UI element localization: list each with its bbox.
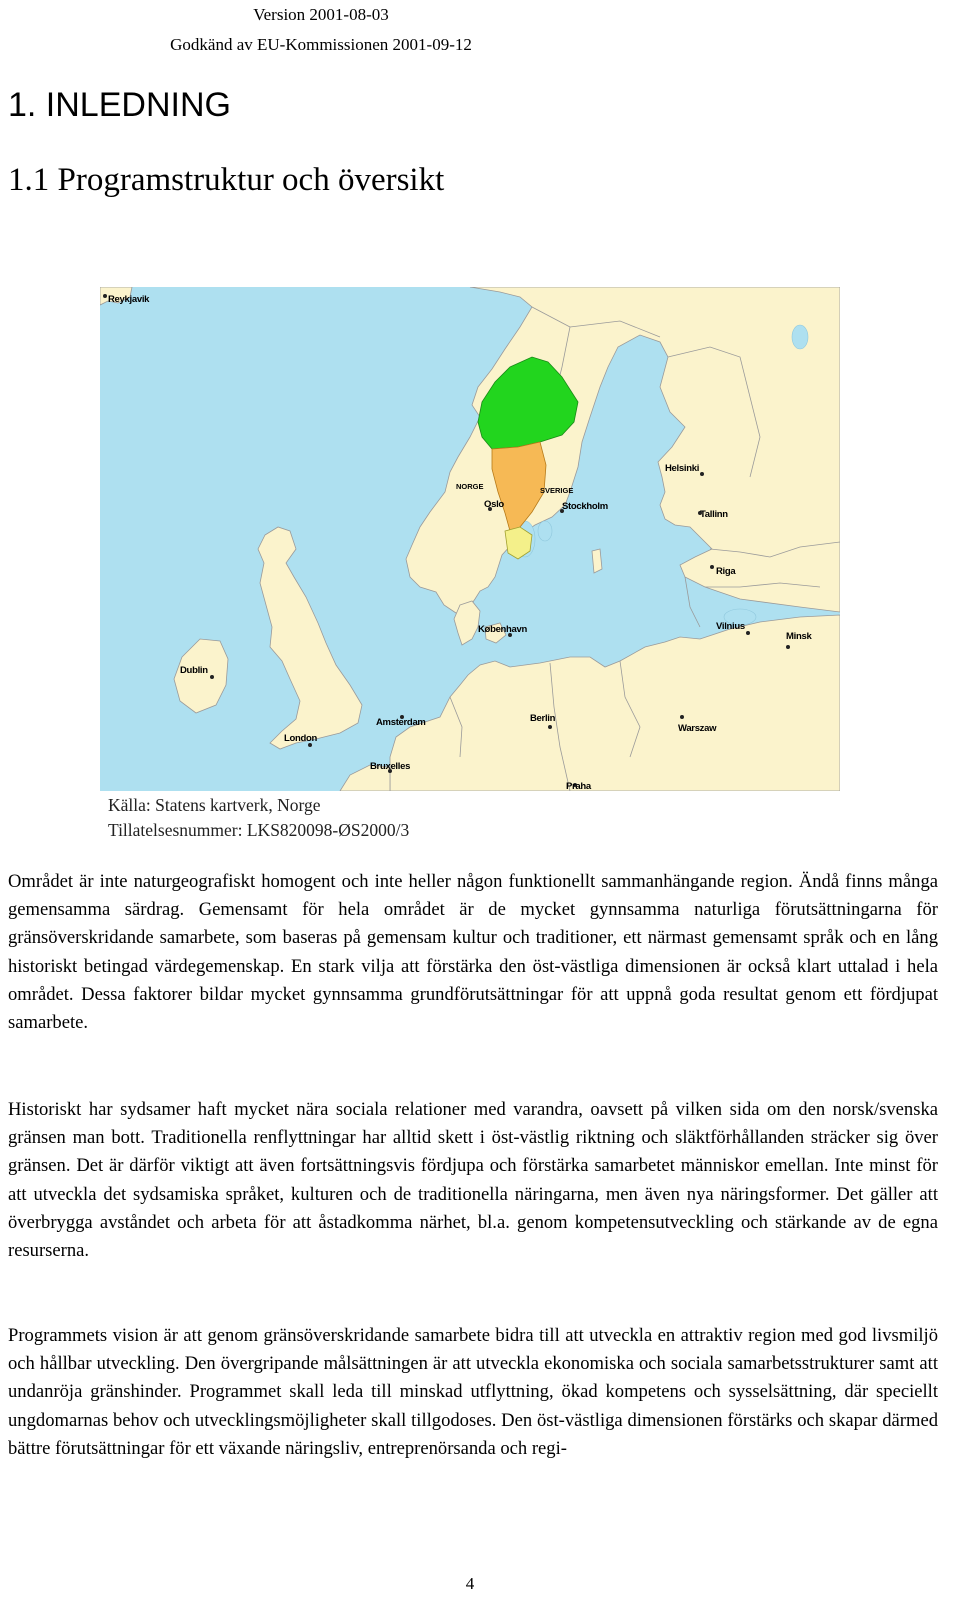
city-label-amsterdam: Amsterdam — [376, 717, 426, 728]
version-text: Version 2001-08-03 — [253, 5, 389, 24]
city-label-oslo: Oslo — [484, 499, 504, 510]
city-label-helsinki: Helsinki — [665, 463, 700, 474]
source-line-1: Källa: Statens kartverk, Norge — [108, 795, 321, 815]
country-label-sverige: SVERIGE — [540, 486, 574, 495]
city-label-london: London — [284, 733, 318, 744]
city-label-dublin: Dublin — [180, 665, 208, 676]
city-label-warszaw: Warszaw — [678, 723, 717, 734]
city-label-kobenhavn: København — [478, 624, 528, 635]
section-heading: 1.1 Programstruktur och översikt — [8, 162, 445, 198]
source-line-2: Tillatelsesnummer: LKS820098-ØS2000/3 — [108, 820, 410, 840]
city-label-tallinn: Tallinn — [700, 509, 728, 520]
landmass-gotland — [592, 549, 602, 573]
page-header — [0, 0, 642, 60]
paragraph-2: Historiskt har sydsamer haft mycket nära sociala relationer med varandra, oavsett på vilken sida om den norsk/svenska gränsen man bott. Traditionella renflyttningar har alltid skett i öst-västlig riktning och släktförhållanden sträcker sig över gränsen. Det är därför viktigt att även fortsättningsvis fördjupa och förstärka samarbetet människor emellan. Inte minst för att utveckla det sydsamiska språket, kulturen och de traditionella näringarna, men även nya näringsformer. Det gäller att överbrygga avståndet och arbeta för att åstadkomma närhet, bl.a. genom kompetensutveckling och stärkande av de egna resurserna. — [8, 1099, 938, 1262]
city-label-praha: Praha — [566, 781, 591, 791]
approval-text: Godkänd av EU-Kommissionen 2001-09-12 — [170, 35, 472, 54]
paragraph-1: Området är inte naturgeografiskt homogent och inte heller någon funktionellt sammanhängande region. Ändå finns många gemensamma särdrag. Gemensamt för hela området är de mycket gynnsamma naturliga förutsättningarna för gränsöverskridande samarbete, som baseras på gemensam kultur och traditioner, ett närmast gemensamt språk och en lång historiskt betingad värdegemenskap. En stark vilja att förstärka den öst-västliga dimensionen är också klart uttalad i hela området. Dessa faktorer bildar mycket gynnsamma grundförutsättningar för att uppnå goda resultat genom ett fördjupat samarbete. — [8, 871, 938, 1034]
paragraph-3: Programmets vision är att genom gränsöverskridande samarbete bidra till att utveckla en attraktiv region med god livsmiljö och hållbar utveckling. Den övergripande målsättningen är att utveckla ekonomiska och sociala samarbetsstrukturer samt att undanröja gränshinder. Programmet skall leda till minskad utflyttning, ökad kompetens och sysselsättning, där speciellt ungdomarnas behov och utvecklingsmöjligheter skall tillgodoses. Den öst-västliga dimensionen förstärks och skapar därmed bättre förutsättningar för ett växande näringsliv, entreprenörsanda och regi- — [8, 1325, 938, 1459]
city-label-reykjavik: Reykjavik — [108, 294, 150, 305]
city-label-berlin: Berlin — [530, 713, 556, 724]
page-number: 4 — [465, 1574, 475, 1593]
country-label-norge: NORGE — [456, 482, 484, 491]
city-label-vilnius: Vilnius — [716, 621, 745, 632]
city-label-stockholm: Stockholm — [562, 501, 608, 512]
city-label-minsk: Minsk — [786, 631, 812, 642]
map-source — [108, 793, 409, 843]
city-label-bruxelles: Bruxelles — [370, 761, 411, 772]
program-area-map — [100, 287, 840, 791]
city-label-riga: Riga — [716, 566, 736, 577]
chapter-heading: 1. INLEDNING — [8, 86, 231, 124]
